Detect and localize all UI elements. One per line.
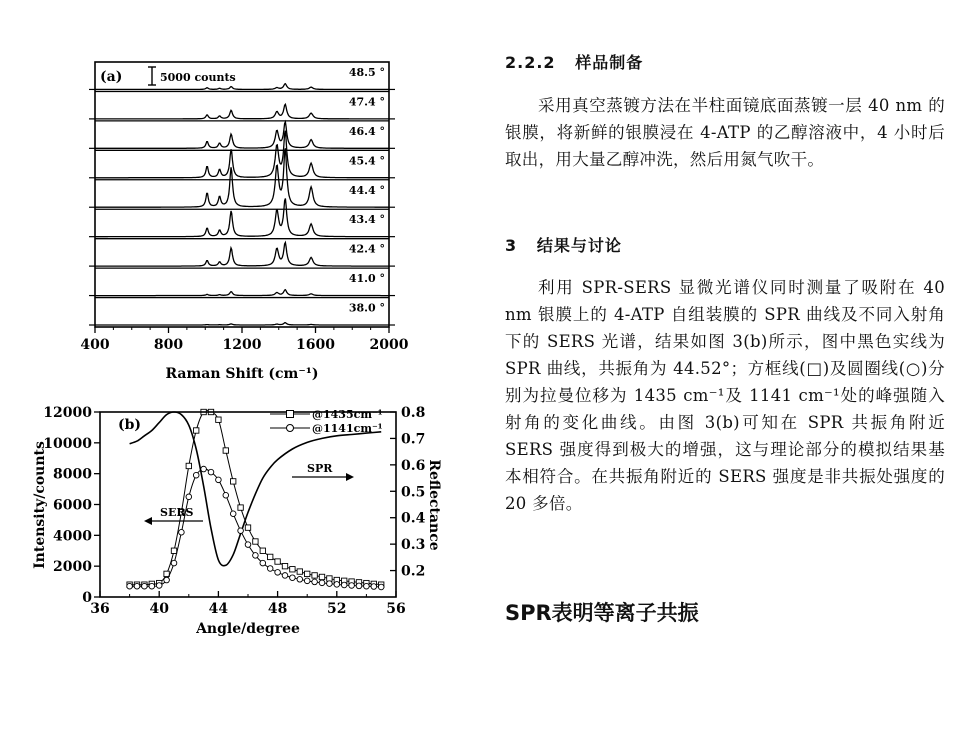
circle-marker bbox=[327, 581, 333, 587]
x-tick-label: 56 bbox=[386, 601, 406, 617]
circle-marker bbox=[260, 560, 266, 566]
angle-label: 48.5 ° bbox=[348, 66, 385, 79]
circle-marker bbox=[290, 575, 296, 581]
circle-marker bbox=[223, 492, 229, 498]
circle-marker bbox=[238, 528, 244, 534]
section-heading-2-2-2 bbox=[505, 50, 945, 73]
x-tick-label: 1600 bbox=[296, 337, 335, 353]
square-marker bbox=[216, 417, 221, 422]
y2-tick-label: 0.6 bbox=[401, 457, 426, 474]
y-tick-label: 8000 bbox=[53, 466, 92, 483]
spectrum-trace bbox=[95, 290, 389, 296]
x-tick-label: 2000 bbox=[369, 337, 409, 353]
annotation-sers: SERS bbox=[160, 506, 194, 519]
y2-tick-label: 0.3 bbox=[401, 537, 426, 554]
square-marker bbox=[312, 573, 317, 578]
square-marker bbox=[231, 479, 236, 484]
figure-a-xlabel: Raman Shift (cm⁻¹) bbox=[165, 366, 319, 382]
spectrum-trace bbox=[95, 323, 389, 325]
figure-b-panel-label: (b) bbox=[118, 417, 142, 433]
x-tick-label: 400 bbox=[80, 337, 110, 353]
figure-a-raman-spectra bbox=[60, 45, 410, 390]
square-marker bbox=[223, 448, 228, 453]
circle-marker bbox=[282, 573, 288, 579]
y2-tick-label: 0.5 bbox=[401, 484, 426, 501]
circle-marker bbox=[319, 580, 325, 586]
square-marker bbox=[282, 563, 287, 568]
square-marker bbox=[238, 505, 243, 510]
circle-marker bbox=[193, 472, 199, 478]
figure-a-frame bbox=[95, 62, 389, 327]
circle-marker bbox=[349, 583, 355, 589]
caption-spr: SPR表明等离子共振 bbox=[505, 601, 699, 625]
angle-label: 47.4 ° bbox=[348, 95, 385, 109]
y2-tick-label: 0.7 bbox=[401, 431, 426, 448]
circle-marker bbox=[127, 583, 133, 589]
circle-marker bbox=[378, 584, 384, 590]
circle-marker bbox=[304, 578, 310, 584]
circle-marker bbox=[156, 583, 162, 589]
square-marker bbox=[186, 463, 191, 468]
circle-marker bbox=[230, 511, 236, 517]
circle-marker bbox=[134, 583, 140, 589]
annotation-sers-arrowhead bbox=[144, 517, 152, 525]
circle-marker bbox=[245, 542, 251, 548]
spectrum-trace bbox=[95, 84, 389, 90]
spectrum-trace bbox=[95, 104, 389, 119]
circle-marker bbox=[371, 584, 377, 590]
y2-tick-label: 0.4 bbox=[401, 510, 426, 527]
series-1141-line bbox=[130, 469, 382, 587]
y-tick-label: 12000 bbox=[43, 405, 92, 421]
figure-b-ylabel: Intensity/counts bbox=[32, 441, 48, 569]
square-marker bbox=[171, 548, 176, 553]
circle-marker bbox=[186, 494, 192, 500]
annotation-spr: SPR bbox=[307, 462, 333, 475]
angle-label: 43.4 ° bbox=[348, 213, 385, 227]
circle-marker bbox=[149, 583, 155, 589]
circle-marker bbox=[267, 566, 273, 572]
x-tick-label: 40 bbox=[149, 601, 169, 617]
square-marker bbox=[275, 559, 280, 564]
square-marker bbox=[253, 539, 258, 544]
legend-1435-marker bbox=[287, 411, 294, 418]
section-number: 3 bbox=[505, 236, 518, 255]
angle-label: 38.0 ° bbox=[348, 301, 385, 315]
square-marker bbox=[297, 569, 302, 574]
square-marker bbox=[260, 548, 265, 553]
square-marker bbox=[194, 428, 199, 433]
square-marker bbox=[290, 567, 295, 572]
angle-label: 42.4 ° bbox=[348, 242, 385, 256]
x-tick-label: 48 bbox=[267, 601, 288, 617]
spectrum-trace bbox=[95, 122, 389, 148]
angle-label: 41.0 ° bbox=[348, 272, 385, 286]
circle-marker bbox=[164, 577, 170, 583]
y-tick-label: 10000 bbox=[43, 435, 92, 452]
figure-a-panel-label: (a) bbox=[100, 69, 123, 85]
square-marker bbox=[319, 574, 324, 579]
circle-marker bbox=[179, 529, 185, 535]
paragraph-sample-prep: 采用真空蒸镀方法在半柱面镜底面蒸镀一层 40 nm 的银膜，将新鲜的银膜浸在 4-ATP 的乙醇溶液中，4 小时后取出，用大量乙醇冲洗，然后用氮气吹干。 bbox=[505, 96, 945, 169]
square-marker bbox=[268, 554, 273, 559]
legend-1435-label: @1435cm⁻¹ bbox=[312, 408, 383, 421]
circle-marker bbox=[275, 570, 281, 576]
y-tick-label: 0 bbox=[82, 590, 92, 606]
x-tick-label: 800 bbox=[153, 337, 184, 353]
legend-1141-label: @1141cm⁻¹ bbox=[312, 422, 383, 435]
figure-b-angle-plot bbox=[20, 395, 460, 650]
figure-b-xlabel: Angle/degree bbox=[196, 621, 300, 637]
x-tick-label: 44 bbox=[208, 601, 229, 617]
circle-marker bbox=[312, 579, 318, 585]
circle-marker bbox=[171, 560, 177, 566]
y-tick-label: 4000 bbox=[53, 528, 92, 545]
section-title: 样品制备 bbox=[575, 53, 644, 72]
angle-label: 46.4 ° bbox=[348, 124, 385, 138]
spectrum-trace bbox=[95, 198, 389, 236]
spectrum-trace bbox=[95, 131, 389, 178]
x-tick-label: 1200 bbox=[222, 337, 262, 353]
figure-b-y2label: Reflectance bbox=[426, 459, 442, 551]
square-marker bbox=[245, 525, 250, 530]
circle-marker bbox=[201, 466, 207, 472]
circle-marker bbox=[216, 477, 222, 483]
y-tick-label: 6000 bbox=[53, 497, 92, 514]
circle-marker bbox=[208, 469, 214, 475]
circle-marker bbox=[334, 582, 340, 588]
spectrum-trace bbox=[95, 243, 389, 267]
circle-marker bbox=[364, 583, 370, 589]
paragraph-results: 利用 SPR-SERS 显微光谱仪同时测量了吸附在 40 nm 银膜上的 4-ATP 自组装膜的 SPR 曲线及不同入射角下的 SERS 光谱，结果如图 3(b)所示，图中黑色实线为 SPR 曲线，共振角为 44.52°；方框线(□)及圆圈线(○)分别为拉曼位移为 1435 cm⁻¹及 1141 cm⁻¹处的峰强随入射角的变化曲线。由图 3(b)可知在 SPR 共振角附近 SERS 强度得到极大的增强，这与理论部分的模拟结果基本相符合。在共振角附近的 SERS 强度是非共振处强度的 20 多倍。 bbox=[505, 278, 945, 513]
annotation-spr-arrowhead bbox=[346, 473, 354, 481]
square-marker bbox=[305, 571, 310, 576]
section-number: 2.2.2 bbox=[505, 53, 556, 72]
circle-marker bbox=[297, 576, 303, 582]
y2-tick-label: 0.2 bbox=[401, 563, 426, 580]
angle-label: 45.4 ° bbox=[348, 154, 385, 168]
circle-marker bbox=[356, 583, 362, 589]
section-heading-3 bbox=[505, 233, 945, 256]
x-tick-label: 36 bbox=[90, 601, 110, 617]
scale-bar-label: 5000 counts bbox=[160, 71, 236, 84]
figure-b-frame bbox=[100, 412, 396, 597]
y-tick-label: 2000 bbox=[53, 559, 92, 576]
circle-marker bbox=[341, 582, 347, 588]
y2-tick-label: 0.8 bbox=[401, 405, 426, 421]
legend-1141-marker bbox=[287, 425, 294, 432]
x-tick-label: 52 bbox=[327, 601, 347, 617]
section-title: 结果与讨论 bbox=[536, 236, 622, 255]
angle-label: 44.4 ° bbox=[348, 183, 385, 197]
circle-marker bbox=[253, 553, 259, 559]
circle-marker bbox=[142, 583, 148, 589]
